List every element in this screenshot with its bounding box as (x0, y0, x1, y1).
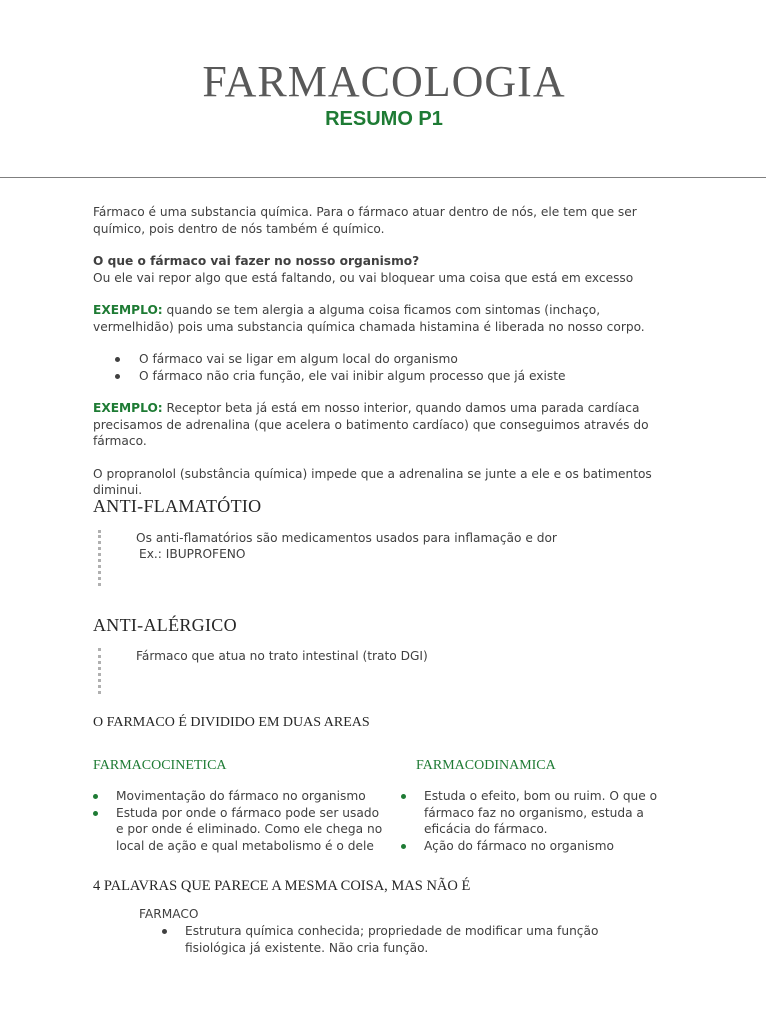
list-item: Movimentação do fármaco no organismo (93, 788, 383, 805)
list-item: Estrutura química conhecida; propriedade de modificar uma função fisiológica já existente. Não cria função. (162, 923, 662, 956)
example-1-label: EXEMPLO: (93, 303, 163, 317)
areas-heading: O FARMACO É DIVIDIDO EM DUAS AREAS (93, 715, 370, 730)
list-item: Estuda o efeito, bom ou ruim. O que o fármaco faz no organismo, estuda a eficácia do fármaco. (401, 788, 669, 838)
horizontal-divider (0, 177, 766, 178)
intro-paragraph: Fármaco é uma substancia química. Para o fármaco atuar dentro de nós, ele tem que ser químico, pois dentro de nós também é químico. (93, 205, 637, 236)
intro-bullet-list (93, 351, 683, 384)
document-subtitle: RESUMO P1 (325, 108, 443, 130)
document-title: FARMACOLOGIA (202, 57, 566, 106)
propranolol-paragraph: O propranolol (substância química) impede que a adrenalina se junte a ele e os batimentos diminui. (93, 466, 652, 497)
list-item: Ação do fármaco no organismo (401, 838, 669, 855)
example-2-label: EXEMPLO: (93, 401, 163, 415)
farmacocinetica-list (93, 788, 383, 854)
farmaco-term-list (162, 923, 662, 956)
farmacocinetica-title: FARMACOCINETICA (93, 758, 227, 773)
intro-section (93, 204, 683, 499)
farmaco-term: FARMACO (139, 907, 199, 921)
anti-inflamatorio-line-2: Ex.: IBUPROFENO (139, 547, 246, 561)
anti-alergico-line-1: Fármaco que atua no trato intestinal (trato DGI) (136, 649, 428, 663)
farmacodinamica-title: FARMACODINAMICA (416, 758, 556, 773)
example-2-text: Receptor beta já está em nosso interior, quando damos uma parada cardíaca precisamos de adrenalina (que acelera o batimento cardíaco) que conseguimos através do fármaco. (93, 401, 649, 448)
quote-bar (98, 648, 101, 694)
anti-inflamatorio-heading: ANTI-FLAMATÓTIO (93, 496, 262, 516)
intro-question: O que o fármaco vai fazer no nosso organismo? (93, 254, 420, 268)
example-2 (93, 400, 683, 450)
example-1-text: quando se tem alergia a alguma coisa ficamos com sintomas (inchaço, vermelhidão) pois uma substancia química chamada histamina é liberada no nosso corpo. (93, 303, 645, 334)
palavras-heading: 4 PALAVRAS QUE PARECE A MESMA COISA, MAS NÃO É (93, 878, 471, 894)
intro-answer: Ou ele vai repor algo que está faltando, ou vai bloquear uma coisa que está em excesso (93, 270, 634, 285)
list-item: O fármaco vai se ligar em algum local do organismo (93, 351, 683, 368)
anti-inflamatorio-line-1: Os anti-flamatórios são medicamentos usados para inflamação e dor (136, 531, 557, 545)
list-item: O fármaco não cria função, ele vai inibir algum processo que já existe (93, 368, 683, 385)
anti-alergico-heading: ANTI-ALÉRGICO (93, 615, 237, 635)
farmacodinamica-list (401, 788, 669, 854)
quote-bar (98, 530, 101, 586)
example-1 (93, 302, 683, 335)
list-item: Estuda por onde o fármaco pode ser usado e por onde é eliminado. Como ele chega no local de ação e qual metabolismo é o dele (93, 805, 383, 855)
